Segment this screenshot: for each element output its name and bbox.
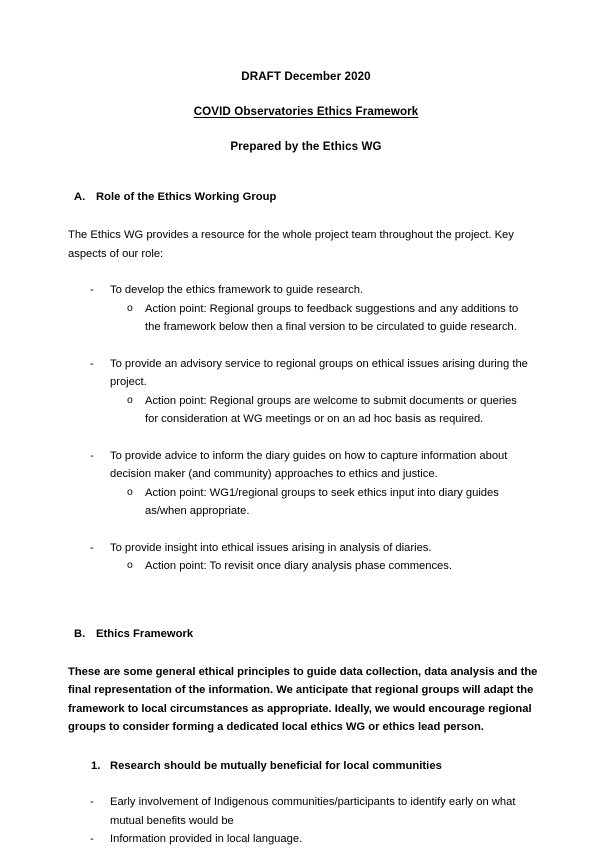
list-item-text: To provide advice to inform the diary guides on how to capture information about decision maker (and community) approaches to ethics and justice. [110,449,508,480]
dash-bullet-icon: - [90,449,94,462]
list-item [0,539,612,576]
circle-bullet-icon: o [127,560,133,571]
spacer [0,263,612,281]
dash-bullet-icon: - [90,357,94,370]
sub-list-item [110,557,530,576]
spacer [0,643,612,663]
section-b-heading [0,625,612,643]
sub-list [110,484,530,521]
draft-date-heading: DRAFT December 2020 [241,70,371,83]
spacer [0,337,612,355]
section-a [0,188,612,576]
section-a-bullet-list [0,281,612,576]
list-item [0,355,612,429]
list-item [0,793,612,830]
sub-list-item [110,484,530,521]
sub-list-item-text: Action point: Regional groups to feedback suggestions and any additions to the framework below then a final version to be circulated to guide research. [145,302,519,333]
list-item-text: Early involvement of Indigenous communities/participants to identify early on what mutual benefits would be [110,796,516,827]
dash-bullet-icon: - [90,833,94,845]
section-b-marker: B. [74,627,86,640]
dash-bullet-icon: - [90,284,94,296]
document-title: COVID Observatories Ethics Framework [193,105,419,118]
spacer [0,576,612,625]
sub-list-item [110,300,530,337]
numbered-marker: 1. [91,759,101,772]
spacer [0,156,612,188]
section-b-intro: These are some general ethical principles to guide data collection, data analysis and the final representation of the information. We anticipate that regional groups will adapt the framework to local circumstances as appropriate. Ideally, we would encourage regional groups to consider forming a dedicated local ethics WG or ethics lead person. [68,665,538,733]
section-b [0,625,612,849]
dash-bullet-icon: - [90,541,94,554]
sub-list [110,392,530,429]
list-item-text: To provide insight into ethical issues arising in analysis of diaries. [110,541,432,554]
circle-bullet-icon: o [127,394,133,406]
sub-list [110,557,530,576]
list-item-text: Information provided in local language. [110,833,303,845]
title-block [0,0,612,156]
sub-list [110,300,530,337]
list-item [0,281,612,337]
sub-list-item-text: Action point: Regional groups are welcome to submit documents or queries for consideration at WG meetings or on an ad hoc basis as required. [145,394,517,425]
section-a-heading [0,188,612,206]
sub-list-item-text: Action point: To revisit once diary analysis phase commences. [145,560,452,572]
list-item [0,447,612,521]
list-item-text: To develop the ethics framework to guide research. [110,284,364,296]
circle-bullet-icon: o [127,302,133,314]
spacer [0,429,612,447]
principle-1-bullet-list [0,793,612,849]
numbered-heading-text: Research should be mutually beneficial for local communities [110,759,442,772]
prepared-by-heading: Prepared by the Ethics WG [230,140,382,153]
list-item [0,830,612,849]
spacer [0,521,612,539]
spacer [0,206,612,226]
spacer [0,775,612,793]
numbered-heading [0,757,612,776]
sub-list-item [110,392,530,429]
circle-bullet-icon: o [127,486,133,498]
spacer [0,737,612,757]
section-a-intro: The Ethics WG provides a resource for the whole project team throughout the project. Key aspects of our role: [68,229,514,260]
list-item-text: To provide an advisory service to regional groups on ethical issues arising during the project. [110,357,528,388]
section-a-heading-text: Role of the Ethics Working Group [96,191,277,203]
section-a-marker: A. [74,191,86,203]
sub-list-item-text: Action point: WG1/regional groups to seek ethics input into diary guides as/when appropriate. [145,486,499,517]
dash-bullet-icon: - [90,796,94,808]
numbered-principle-1 [0,757,612,849]
section-b-heading-text: Ethics Framework [96,627,194,640]
